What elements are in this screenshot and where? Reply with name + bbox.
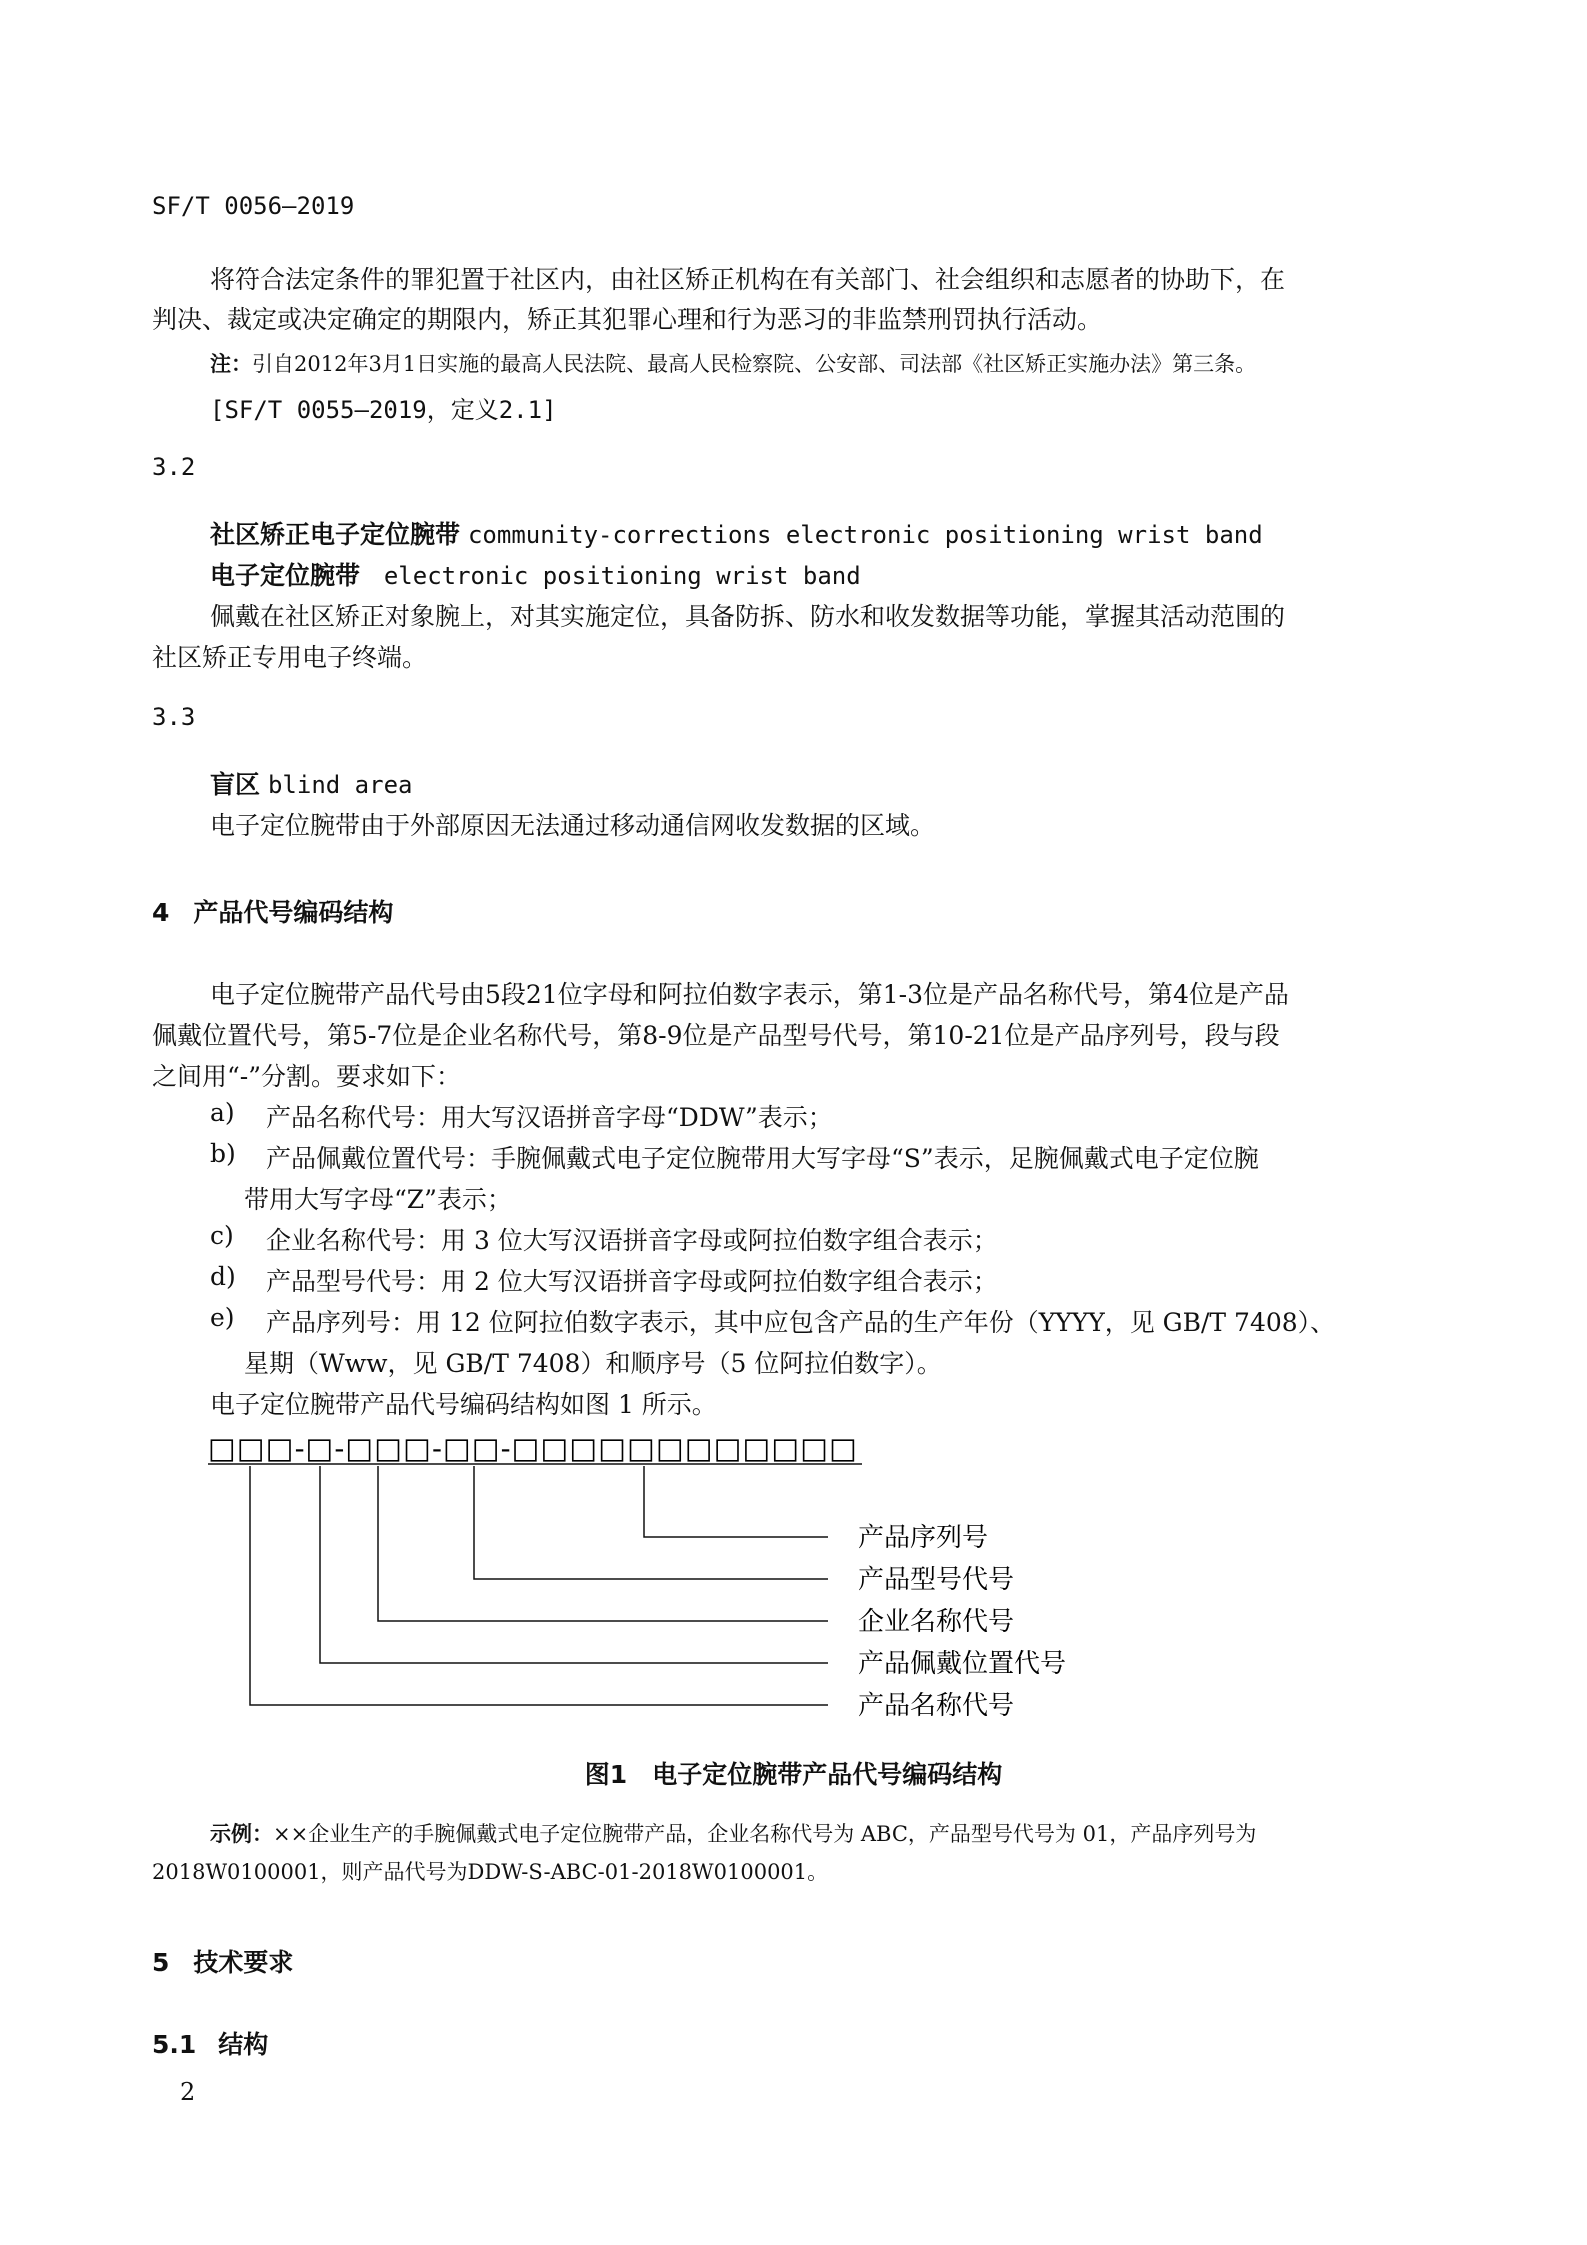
list-marker: a) — [210, 1098, 235, 1127]
list-item-text: 企业名称代号：用 3 位大写汉语拼音字母或阿拉伯数字组合表示； — [266, 1226, 998, 1255]
section-number: 4 — [152, 898, 170, 927]
example-line: 2018W0100001，则产品代号为DDW-S-ABC-01-2018W0100001。 — [152, 1860, 829, 1884]
label-serial: 产品序列号 — [858, 1523, 989, 1553]
page-number: 2 — [180, 2078, 196, 2106]
list-item-text: 星期（Www，见 GB/T 7408）和顺序号（5 位阿拉伯数字）。 — [244, 1349, 942, 1378]
definition-text-line: 社区矫正专用电子终端。 — [152, 643, 428, 672]
label-product-name: 产品名称代号 — [858, 1691, 1015, 1721]
list-item-text: 带用大写字母“Z”表示； — [244, 1185, 512, 1214]
connector-enterprise — [378, 1466, 828, 1621]
list-item-text: 产品佩戴位置代号：手腕佩戴式电子定位腕带用大写字母“S”表示，足腕佩戴式电子定位腕 — [266, 1144, 1259, 1173]
definition-source: [SF/T 0055—2019，定义2.1] — [210, 396, 557, 424]
label-position: 产品佩戴位置代号 — [858, 1649, 1067, 1679]
note — [210, 348, 1256, 378]
term-line — [210, 765, 412, 801]
list-marker: e) — [210, 1303, 235, 1332]
example-label: 示例： — [210, 1822, 273, 1846]
example-line — [210, 1818, 1256, 1848]
connector-serial — [644, 1466, 828, 1537]
label-model: 产品型号代号 — [858, 1565, 1015, 1595]
label-enterprise: 企业名称代号 — [858, 1607, 1015, 1637]
subsection-title: 结构 — [218, 2030, 269, 2059]
connector-name — [250, 1466, 828, 1705]
list-marker: c) — [210, 1221, 234, 1250]
example-text: ××企业生产的手腕佩戴式电子定位腕带产品，企业名称代号为 ABC，产品型号代号为 01，产品序列号为 — [273, 1822, 1257, 1846]
alt-term-zh: 电子定位腕带 — [210, 561, 361, 590]
clause-number: 3.3 — [152, 703, 196, 731]
section-number: 5 — [152, 1948, 170, 1977]
definition-text-line: 佩戴在社区矫正对象腕上，对其实施定位，具备防拆、防水和收发数据等功能，掌握其活动范围的 — [210, 602, 1286, 631]
subsection-number: 5.1 — [152, 2030, 197, 2059]
figure-caption: 图1 电子定位腕带产品代号编码结构 — [584, 1760, 1003, 1789]
subsection-heading — [152, 2025, 268, 2061]
note-label: 注： — [210, 352, 252, 376]
list-item-text: 产品名称代号：用大写汉语拼音字母“DDW”表示； — [266, 1103, 833, 1132]
section-title: 技术要求 — [193, 1948, 294, 1977]
paragraph-line: 佩戴位置代号，第5-7位是企业名称代号，第8-9位是产品型号代号，第10-21位是产品序列号，段与段 — [152, 1021, 1280, 1050]
definition-text-line: 判决、裁定或决定确定的期限内，矫正其犯罪心理和行为恶习的非监禁刑罚执行活动。 — [152, 305, 1103, 334]
alt-term-line — [210, 556, 861, 592]
connector-position — [320, 1466, 828, 1663]
clause-number: 3.2 — [152, 453, 196, 481]
list-item-text: 产品序列号：用 12 位阿拉伯数字表示，其中应包含产品的生产年份（YYYY，见 GB/T 7408）、 — [266, 1308, 1336, 1337]
term-zh: 盲区 — [210, 770, 261, 799]
alt-term-en: electronic positioning wrist band — [383, 562, 861, 590]
term-zh: 社区矫正电子定位腕带 — [210, 520, 461, 549]
term-en: blind area — [267, 771, 413, 799]
list-item-text: 产品型号代号：用 2 位大写汉语拼音字母或阿拉伯数字组合表示； — [266, 1267, 998, 1296]
term-line — [210, 515, 1263, 551]
section-heading — [152, 1943, 293, 1979]
paragraph-line: 电子定位腕带产品代号由5段21位字母和阿拉伯数字表示，第1-3位是产品名称代号，第4位是产品 — [210, 980, 1289, 1009]
paragraph-line: 之间用“-”分割。要求如下： — [152, 1062, 462, 1091]
code-structure-diagram — [0, 1420, 1587, 1780]
list-marker: d) — [210, 1262, 236, 1291]
definition-text-line: 将符合法定条件的罪犯置于社区内，由社区矫正机构在有关部门、社会组织和志愿者的协助下，在 — [210, 265, 1286, 294]
definition-text-line: 电子定位腕带由于外部原因无法通过移动通信网收发数据的区域。 — [210, 811, 936, 840]
note-text: 引自2012年3月1日实施的最高人民法院、最高人民检察院、公安部、司法部《社区矫正实施办法》第三条。 — [252, 352, 1257, 376]
code-pattern: □□□-□-□□□-□□-□□□□□□□□□□□□ — [208, 1431, 858, 1465]
connector-model — [474, 1466, 828, 1579]
term-en: community-corrections electronic positioning wrist band — [467, 521, 1263, 549]
document-id: SF/T 0056—2019 — [152, 192, 355, 220]
section-title: 产品代号编码结构 — [193, 898, 394, 927]
list-marker: b) — [210, 1139, 236, 1168]
section-heading — [152, 893, 393, 929]
figure-reference: 电子定位腕带产品代号编码结构如图 1 所示。 — [210, 1390, 717, 1419]
